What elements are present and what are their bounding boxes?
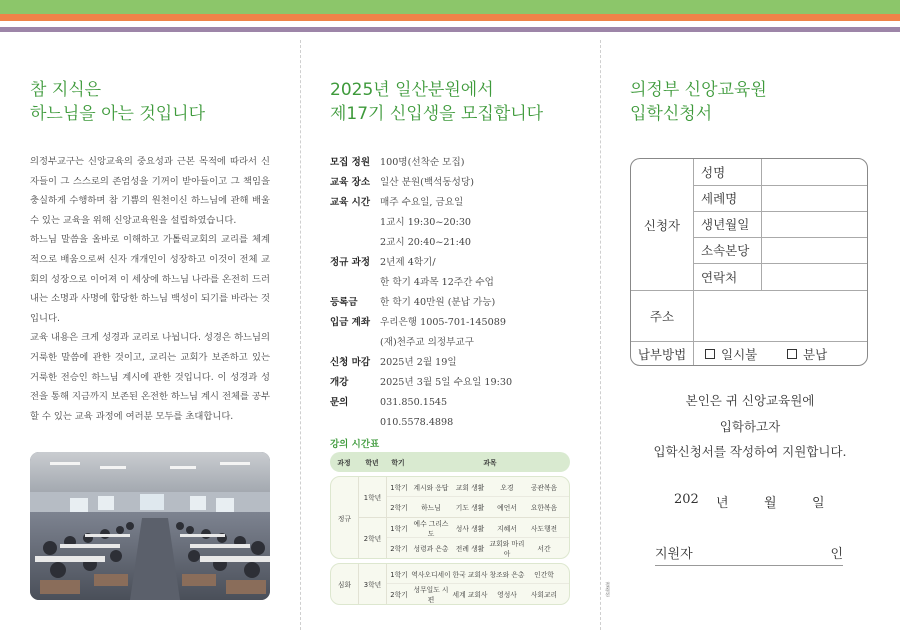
info-value: 100명(선착순 모집) <box>380 157 465 168</box>
column-divider <box>300 40 301 630</box>
intro-paragraph: 교육 내용은 크게 성경과 교리로 나뉩니다. 성경은 하느님의 거룩한 말씀에 관한 것이고, 교리는 교회가 보존하고 있는 거룩한 전승인 하느님 계시에 관한 것입니다. 이 성경과 성전을 통해 지금까지 보존된 온전한 하느님 계시 전체를 공부할 수 있는 교육 과정에 여러분 모두를 초대합니다. <box>30 332 270 422</box>
info-value: 2025년 2월 19일 <box>380 357 457 368</box>
payment-option-lump-sum[interactable]: 일시불 <box>705 341 757 366</box>
signature-label: 지원자 <box>655 547 693 562</box>
timetable-course-regular <box>330 476 570 559</box>
timetable-year <box>359 564 569 604</box>
info-value: 한 학기 40만원 (분납 가능) <box>380 297 496 308</box>
field-label-baptismal-name: 세례명 <box>701 191 738 206</box>
timetable-row: 1학기 예수 그리스도 성사 생활 지혜서 사도행전 <box>387 518 569 538</box>
date-year: 202 <box>674 492 699 507</box>
contact-field[interactable] <box>762 263 868 290</box>
timetable-header <box>330 452 570 472</box>
timetable-header-cell: 과정 <box>337 459 351 467</box>
classroom-photo-illustration <box>30 452 270 600</box>
pledge-text <box>600 388 900 465</box>
timetable-header-cell: 과목 <box>483 459 497 467</box>
recruit-heading-line1: 2025년 일산분원에서 <box>330 80 494 100</box>
info-label: 등록금 <box>330 297 358 308</box>
info-row-time <box>330 193 580 253</box>
date-month-unit: 월 <box>764 496 777 511</box>
address-field[interactable] <box>694 290 868 341</box>
info-row-opening <box>330 373 580 393</box>
date-year-unit: 년 <box>716 496 729 511</box>
info-value: 2년제 4학기/ 한 학기 4과목 12주간 수업 <box>380 257 494 288</box>
timetable-title: 강의 시간표 <box>330 439 380 450</box>
parish-field[interactable] <box>762 237 868 263</box>
info-value: 2025년 3월 5일 수요일 19:30 <box>380 377 513 388</box>
signature-line[interactable] <box>655 540 843 566</box>
field-label-parish: 소속본당 <box>701 243 750 258</box>
info-row-course <box>330 253 580 293</box>
checkbox-icon[interactable] <box>787 349 797 359</box>
timetable <box>330 452 570 605</box>
timetable-row: 2학기 성무일도 시편 세계 교회사 영성사 사회교리 <box>390 586 558 604</box>
checkbox-icon[interactable] <box>705 349 715 359</box>
address-label: 주소 <box>649 308 675 324</box>
timetable-header-cell: 학기 <box>391 459 405 467</box>
timetable-course-advanced <box>330 563 570 605</box>
field-label-contact: 연락처 <box>701 269 738 285</box>
intro-heading <box>30 78 205 126</box>
info-row-contact <box>330 393 580 433</box>
info-label: 모집 정원 <box>330 157 371 168</box>
timetable-course-label: 심화 <box>331 564 359 604</box>
timetable-header-cell: 학년 <box>365 459 379 467</box>
timetable-year-label: 2학년 <box>359 518 387 558</box>
info-row-account <box>330 313 580 353</box>
pledge-line: 입학신청서를 작성하여 지원합니다. <box>653 444 847 459</box>
pledge-line: 입학하고자 <box>719 418 781 434</box>
form-heading-line1: 의정부 신앙교육원 <box>630 80 767 100</box>
info-label: 신청 마감 <box>330 357 371 368</box>
timetable-year <box>359 477 569 518</box>
baptismal-name-field[interactable] <box>762 185 868 211</box>
info-label: 교육 시간 <box>330 197 371 208</box>
info-value: 우리은행 1005-701-145089 (재)천주교 의정부교구 <box>380 317 506 348</box>
application-form <box>630 158 868 366</box>
form-heading <box>630 78 767 126</box>
info-value: 031.850.1545 010.5578.4898 <box>380 397 454 428</box>
applicant-label: 신청자 <box>643 217 681 233</box>
info-label: 정규 과정 <box>330 257 371 268</box>
timetable-row: 2학기 성령과 은총 전례 생활 교회와 마리아 서간 <box>390 540 551 558</box>
intro-heading-line1: 참 지식은 <box>30 80 102 100</box>
birthdate-field[interactable] <box>762 211 868 237</box>
info-label: 개강 <box>330 377 349 388</box>
payment-label: 납부방법 <box>637 347 687 362</box>
info-label: 교육 장소 <box>330 177 371 188</box>
info-row-deadline <box>330 353 580 373</box>
timetable-course-label: 정규 <box>331 477 359 558</box>
intro-paragraph: 의정부교구는 신앙교육의 중요성과 근본 목적에 따라서 신자들이 그 스스로의 존엄성을 기꺼이 받아들이고 그 책임을 충실하게 수행하며 참 기쁨의 원천이신 하느님에 관해 배울 수 있는 교육을 위해 신앙교육원을 설립하였습니다. <box>30 156 270 226</box>
timetable-year <box>359 518 569 558</box>
intro-body <box>30 152 270 426</box>
timetable-year-label: 1학년 <box>359 477 387 517</box>
seal-label: 인 <box>830 547 843 562</box>
info-value: 일산 분원(백석동성당) <box>380 177 474 188</box>
info-label: 문의 <box>330 397 349 408</box>
intro-paragraph: 하느님 말씀을 올바로 이해하고 가톨릭교회의 교리를 체계적으로 배움으로써 신자 개개인이 성장하고 이것이 전체 교회의 성장으로 이어져 이 세상에 하느님 나라를 온전히 드러내는 소명과 사명에 합당한 하느님 백성이 되기를 바라는 것입니다. <box>30 234 270 324</box>
payment-option-installment[interactable]: 분납 <box>787 341 827 366</box>
recruit-info <box>330 153 580 433</box>
intro-heading-line2: 하느님을 아는 것입니다 <box>30 104 206 124</box>
info-value: 매주 수요일, 금요일 1교시 19:30~20:30 2교시 20:40~21:40 <box>380 197 472 248</box>
timetable-row: 1학기 계시와 응답 교회 생활 오경 공관복음 <box>387 477 569 497</box>
timetable-row: 2학기 하느님 기도 생활 예언서 요한복음 <box>390 504 558 512</box>
date-day-unit: 일 <box>812 496 825 511</box>
info-row-capacity <box>330 153 580 173</box>
cut-line <box>600 40 601 630</box>
info-label: 입금 계좌 <box>330 317 371 328</box>
field-label-birthdate: 생년월일 <box>701 217 750 232</box>
field-label-name: 성명 <box>701 165 726 180</box>
cut-line-note: 절취선 <box>604 582 610 597</box>
info-row-location <box>330 173 580 193</box>
form-heading-line2: 입학신청서 <box>630 104 713 124</box>
recruit-heading <box>330 78 543 126</box>
name-field[interactable] <box>762 159 868 185</box>
timetable-row: 1학기 역사오디세이 한국 교회사 창조와 은총 인간학 <box>387 564 569 584</box>
info-row-tuition <box>330 293 580 313</box>
timetable-year-label: 3학년 <box>359 564 387 604</box>
classroom-photo <box>30 452 270 600</box>
pledge-line: 본인은 귀 신앙교육원에 <box>685 393 815 408</box>
recruit-heading-line2: 제17기 신입생을 모집합니다 <box>330 104 544 124</box>
